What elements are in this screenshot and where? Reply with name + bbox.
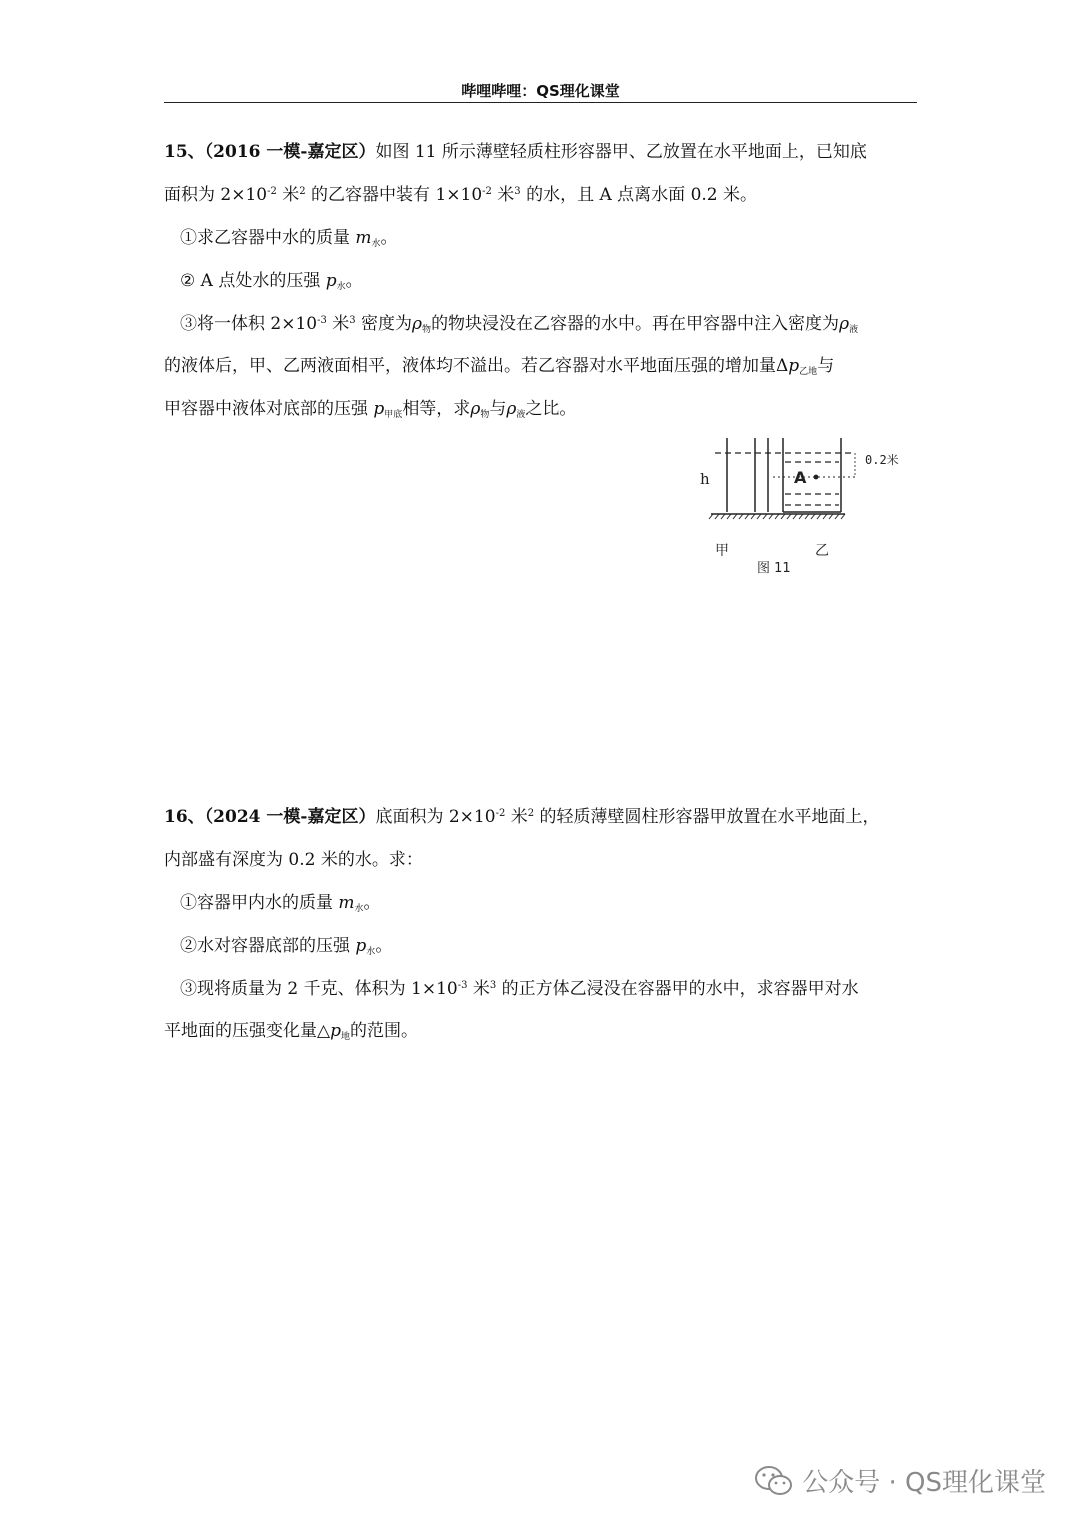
- q15-subquestion-3-cont-2: 甲容器中液体对底部的压强 $p_{甲底}$相等，求$\rho_物$与$\rho_液$之比。: [164, 399, 577, 420]
- q15-tag: 15、（2016 一模-嘉定区）: [164, 142, 376, 162]
- q15-line-2: 面积为 $2\times 10^{-2}$ 米$^2$ 的乙容器中装有 $1\times 10^{-2}$ 米$^3$ 的水，且 A 点离水面 0.2 米。: [164, 185, 758, 205]
- q16-subquestion-3: ③现将质量为 2 千克、体积为 $1\times 10^{-3}$ 米$^3$ 的正方体乙浸没在容器甲的水中，求容器甲对水: [180, 979, 859, 999]
- figure-depth-label: 0.2米: [865, 453, 899, 467]
- q16-subquestion-3-cont: 平地面的压强变化量$\triangle p_地$的范围。: [164, 1021, 418, 1042]
- q16-subquestion-2: ②水对容器底部的压强 $p_水$。: [180, 936, 393, 957]
- figure-11: [695, 432, 920, 582]
- watermark-text: 公众号 · QS理化课堂: [802, 1468, 1046, 1498]
- figure-a-label: A: [794, 468, 807, 487]
- q16-line-2: 内部盛有深度为 0.2 米的水。求：: [164, 850, 423, 870]
- page-header-title: 哔哩哔哩：QS理化课堂: [461, 82, 620, 100]
- q16-line-1: 16、（2024 一模-嘉定区）底面积为 $2\times 10^{-2}$ 米$^2$ 的轻质薄壁圆柱形容器甲放置在水平地面上，: [164, 807, 880, 827]
- header-rule: [164, 102, 917, 103]
- wechat-icon: [754, 1464, 794, 1498]
- q15-line-1: 15、（2016 一模-嘉定区）如图 11 所示薄壁轻质柱形容器甲、乙放置在水平地面上，已知底: [164, 142, 867, 162]
- q15-subquestion-2: ② A 点处水的压强 $p_水$。: [180, 271, 363, 292]
- figure-label-jia: 甲: [715, 543, 729, 559]
- figure-h-label: h: [700, 470, 710, 488]
- figure-label-yi: 乙: [815, 543, 829, 559]
- figure-11-diagram: [695, 432, 920, 532]
- watermark: [754, 1462, 1046, 1499]
- q16-subquestion-1: ①容器甲内水的质量 $m_水$。: [180, 893, 381, 914]
- q15-subquestion-1: ①求乙容器中水的质量 $m_水$。: [180, 228, 398, 249]
- q15-subquestion-3-cont-1: 的液体后，甲、乙两液面相平，液体均不溢出。若乙容器对水平地面压强的增加量$\Delta p_{乙地}$与: [164, 356, 835, 377]
- q16-tag: 16、（2024 一模-嘉定区）: [164, 807, 376, 827]
- figure-caption: 图 11: [757, 561, 791, 576]
- q15-subquestion-3: ③将一体积 $2\times 10^{-3}$ 米$^3$ 密度为$\rho_物$的物块浸没在乙容器的水中。再在甲容器中注入密度为$\rho_液$: [180, 314, 859, 335]
